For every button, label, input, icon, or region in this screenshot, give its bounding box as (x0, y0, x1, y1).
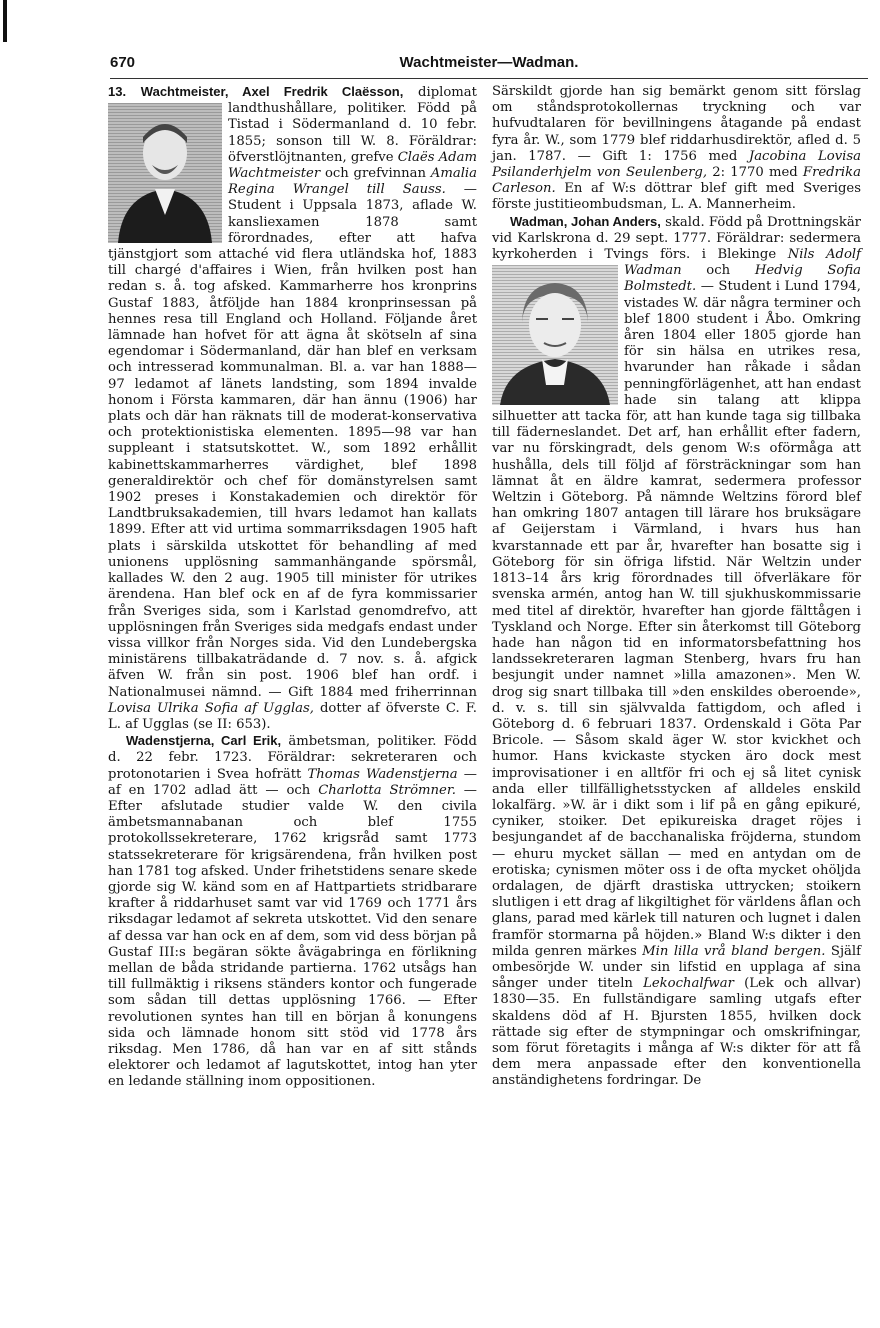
text-and: och (681, 263, 755, 279)
entry-continuation (492, 84, 861, 214)
continuation-text: Särskildt gjorde han sig bemärkt genom sitt förslag om ståndsprotokollernas tryckning och var hufvudtalaren för bevillningens åtagande på endast fyra år. W., som 1779 blef riddarhusdirektör, afled d. 5 jan. 1787. — Gift 1: 1756 med (492, 84, 861, 164)
entry-body: — Student i Uppsala 1873, aflade W. kansliexamen 1878 samt förordnades, efter att hafva tjänstgjort som attaché vid flera utländska hof, 1883 till chargé d'affaires i Wien, från hvilken post han redan s. å. tog afsked. Kammarherre hos kronprins Gustaf 1883, åtföljde han 1884 kronprinsessan på hennes resa till England och Holland. Följande året lämnade han hofvet för att ägna åt skötseln af sina egendomar i Södermanland, där han blef en verksam och intresserad kommunalman. Bl. a. var han 1888—97 ledamot af länets landsting, som 1894 invalde honom i Första kammaren, där han ännu (1906) har plats och där han räknats till de moderat-konservativa och protektionistiska elementen. 1895—98 var han suppleant i statsutskottet. W., som 1892 erhållit kabinettskammarherres värdighet, blef 1898 generaldirektör och chef för domänstyrelsen samt 1902 preses i Konstakademien och direktör för Landtbruksakademien, till hvars ledamot han kallats 1899. Efter att vid urtima sommarriksdagen 1905 haft plats i särskilda utskottet för behandling af med unionens upplösning sammanhängande spörsmål, kallades W. den 2 aug. 1905 till minister för utrikes ärendena. Han blef ock en af de fyra kommissarier från Sveriges sida, som i Karlstad genomdrefvo, att upplösningen från Sveriges sida medgafs endast under vissa villkor från Norges sida. Vid den Lundebergska ministärens tillbakaträdande d. 7 nov. s. å. afgick äfven W. från sin post. 1906 blef han ordf. i Nationalmusei nämnd. — Gift 1884 med friherrinnan (108, 182, 477, 700)
entry-heading: Wadman, Johan Anders, (510, 213, 661, 229)
left-column (108, 84, 477, 1091)
entry-body: — Student i Lund 1794, vistades W. där några terminer och blef 1800 student i Åbo. Omkring åren 1804 eller 1805 gjorde han för sin hälsa en utrikes resa, hvarunder han råkade i sådan penningförlägenhet, att han endast hade sin talang att klippa silhuetter att tacka för, att han kunde taga sig tillbaka till fäderneslandet. Det arf, han erhållit efter fadern, var nu förskingradt, dels genom W:s oförmåga att hushålla, dels till följd af försträckningar som han lämnat åt en äldre kamrat, sedermera professor Weltzin i Göteborg. På nämnde Weltzins förord blef han omkring 1807 antagen till lärare hos bruksägare af Geijerstam i Värmland, i hvars hus han kvarstannade ett par år, hvarefter han bosatte sig i Göteborg för sin öfriga lifstid. När Weltzin under 1813–14 års krig förordnades till öfverläkare för svenska armén, antog han W. till sjukhuskommissarie med titel af direktör, hvarefter han gjorde fälttågen i Tyskland och Norge. Efter sin återkomst till Göteborg hade han någon tid en informatorsbefattning hos landssekreteraren lagman Stenberg, hvars fru han besjungit under namnet »lilla amazonen». Men W. drog sig snart tillbaka till »den enskildes oberoende», d. v. s. till sin självvalda fattigdom, och afled i Göteborg d. 6 februari 1837. Ordenskald i Göta Par Bricole. — Såsom skald äger W. stor kvickhet och humor. Hans kvickaste stycken äro dock mest improvisationer i en alltför fri och ej så litet cynisk anda eller tillfällighetsstycken af alldeles enskild lokalfärg. »W. är i dikt som i lif på en gång epikuré, cyniker, stoiker. Det epikureiska draget röjes i besjungandet af de bacchanaliska fröjderna, stundom — ehuru mycket sällan — med en antydan om de erotiska; cynismen möter oss i de ofta mycket ohöljda ordalagen, de djärft drastiska uttrycken; stoikern slutligen i ett drag af likgiltighet för världens åflan och glans, parad med kärlek till naturen och lugnet i dalen framför stormarna på höjden.» Bland W:s dikter i den milda genren märkes (492, 279, 861, 959)
work-title-1: Min lilla vrå bland bergen. (642, 943, 826, 959)
scan-edge-mark (3, 0, 7, 42)
entry-body: — Efter afslutade studier valde W. den civila ämbetsmannabanan och blef 1755 protokollssekreterare, 1762 krigsråd samt 1773 statssekreterare för krigsärendena, från hvilken post han 1781 tog afsked. Under frihetstidens senare skede gjorde sig W. känd som en af Hattpartiets stridbarare krafter å riddarhuset samt var vid 1769 och 1771 års riksdagar ledamot af sekreta utskottet. Vid den senare af dessa var han ock en af dem, som vid dess början på Gustaf III:s begäran sökte åvägabringa en förlikning mellan de båda stridande partierna. 1762 utsågs han till fullmäktig i riksens ständers kontor och fungerade som sådan till dettas upplösning 1766. — Efter revolutionen syntes han till en början å konungens sida och lämnade honom sitt stöd vid 1778 års riksdag. Men 1786, då han var en af sitt stånds elektorer och ledamot af lagutskottet, intog han yter en ledande ställning inom oppositionen. (108, 782, 477, 1090)
right-column (492, 84, 861, 1090)
portrait-wachtmeister (108, 103, 222, 243)
portrait-wadman-icon (492, 265, 618, 405)
entry-heading: Wadenstjerna, Carl Erik, (126, 733, 282, 749)
entry-wadman (492, 214, 861, 1090)
mother-name: Amalia Regina Wrangel till Sauss. (228, 166, 477, 198)
entry-intro: diplomat landthushållare, politiker. Född på Tistad i Södermanland d. 10 febr. 1855; sonson till W. 8. Föräldrar: öfverstlöjtnanten, grefve (228, 85, 477, 165)
wife-name: Lovisa Ulrika Sofia af Ugglas, (108, 700, 314, 716)
entry-number: 13. (108, 84, 127, 99)
header-rule (110, 78, 868, 79)
father-name: Nils Adolf Wadman (624, 247, 862, 279)
father-name: Thomas Wadenstjerna (307, 766, 458, 782)
continuation-end: En af W:s döttrar blef gift med Sveriges förste justitieombudsman, L. A. Mannerheim. (492, 181, 861, 213)
portrait-wachtmeister-icon (108, 103, 222, 243)
wife2-name: Fredrika Carleson. (492, 165, 861, 197)
continuation-mid: 2: 1770 med (707, 165, 803, 181)
entry-wadenstjerna (108, 733, 477, 1090)
entry-intro: ämbetsman, politiker. Född d. 22 febr. 1723. Föräldrar: sekreteraren och protonotarien i Svea hofrätt (108, 734, 477, 782)
running-title: Wachtmeister—Wadman. (399, 54, 579, 71)
portrait-wadman (492, 265, 618, 405)
entry-end: dotter af öfverste C. F. L. af Ugglas (se II: 653). (108, 700, 477, 732)
wife1-name: Jacobina Lovisa Psilanderhjelm von Seulenberg, (492, 148, 861, 181)
entry-heading: Wachtmeister, Axel Fredrik Claësson, (140, 84, 404, 99)
work-title-2: Lekochalfwar (643, 976, 734, 992)
page-header (110, 54, 868, 76)
entry-end: (Lek och allvar) 1830—35. En fullständigare samling utgafs efter skaldens död af H. Bjursten 1855, hvilken dock rättade sig efter de stympningar och omskrifningar, som förut företagits i många af W:s dikter för att få dem mera anpassade efter den konventionella anständighetens fordringar. De (492, 976, 862, 1089)
father-name: Claës Adam Wachtmeister (228, 149, 477, 182)
entry-mid: Själf ombesörjde W. under sin lifstid en upplaga af sina sånger under titeln (492, 943, 861, 992)
entry-intro: skald. Född på Drottningskär vid Karlskrona d. 29 sept. 1777. Föräldrar: sedermera kyrkoherden i Tvings förs. i Blekinge (492, 214, 861, 263)
mother-name: Hedvig Sofia Bolmstedt. (624, 263, 862, 295)
entry-mid: — af en 1702 adlad ätt — och (108, 766, 477, 798)
page-number: 670 (110, 54, 136, 71)
text-and: och grefvinnan (320, 166, 431, 182)
mother-name: Charlotta Strömner. (318, 782, 456, 798)
entry-wachtmeister (108, 84, 477, 733)
